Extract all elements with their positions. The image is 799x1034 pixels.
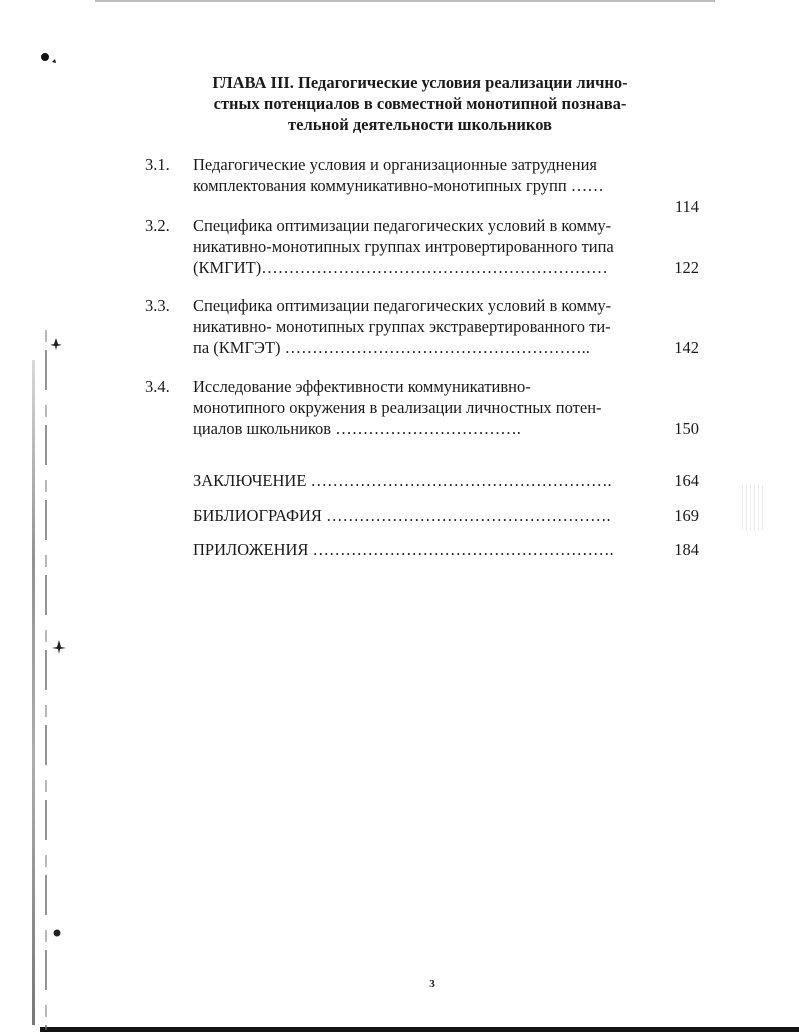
section-title-line: па (КМГЭТ) ……………………………………………….. bbox=[193, 338, 590, 357]
section-title-line: Исследование эффективности коммуникативно- bbox=[193, 377, 531, 396]
scan-right-noise bbox=[742, 485, 766, 530]
scan-left-edge bbox=[32, 360, 35, 1025]
chapter-title bbox=[178, 72, 662, 135]
speck-icon bbox=[50, 338, 58, 346]
speck-icon bbox=[52, 640, 60, 648]
back-matter-label: БИБЛИОГРАФИЯ ……………………………………………. bbox=[193, 506, 611, 525]
section-title-line: (КМГИТ)……………………………………………………… bbox=[193, 258, 608, 277]
section-title bbox=[193, 215, 653, 278]
section-title bbox=[193, 295, 653, 358]
section-title-line: никативно-монотипных группах интровертированного типа bbox=[193, 237, 614, 256]
section-number: 3.1. bbox=[145, 155, 170, 174]
section-page-number: 122 bbox=[674, 258, 699, 277]
back-matter-label: ПРИЛОЖЕНИЯ ………………………………………………. bbox=[193, 540, 614, 559]
section-title-line: монотипного окружения в реализации личностных потен- bbox=[193, 398, 602, 417]
section-title bbox=[193, 154, 653, 196]
back-matter-page-number: 169 bbox=[674, 506, 699, 525]
toc-entry-appendices bbox=[193, 539, 700, 560]
toc-entry-3-4 bbox=[145, 376, 700, 439]
section-title-line: Специфика оптимизации педагогических условий в комму- bbox=[193, 296, 612, 315]
scan-left-binding bbox=[45, 330, 47, 1030]
speck-icon bbox=[52, 928, 60, 936]
toc-entry-bibliography bbox=[193, 505, 700, 526]
section-title-line: никативно- монотипных группах экстравертированного ти- bbox=[193, 317, 611, 336]
chapter-title-line: стных потенциалов в совместной монотипной познава- bbox=[213, 94, 627, 113]
toc-entry-conclusion bbox=[193, 470, 700, 491]
section-title-line: циалов школьников ……………………………. bbox=[193, 419, 521, 438]
back-matter-page-number: 184 bbox=[674, 540, 699, 559]
section-title-line: Специфика оптимизации педагогических условий в комму- bbox=[193, 216, 612, 235]
scan-bottom-edge bbox=[40, 1027, 799, 1032]
section-page-number: 142 bbox=[674, 338, 699, 357]
section-page-number: 150 bbox=[674, 419, 699, 438]
back-matter-page-number: 164 bbox=[674, 471, 699, 490]
section-number: 3.2. bbox=[145, 216, 170, 235]
section-page-number: 114 bbox=[674, 197, 699, 216]
toc-entry-3-2 bbox=[145, 215, 700, 278]
speck-icon bbox=[40, 52, 48, 60]
chapter-title-line: тельной деятельности школьников bbox=[288, 115, 552, 134]
page-number: 3 bbox=[429, 978, 435, 990]
section-number: 3.3. bbox=[145, 296, 170, 315]
toc-entry-3-1 bbox=[145, 154, 700, 217]
section-title-line: комплектования коммуникативно-монотипных групп …… bbox=[193, 176, 604, 195]
chapter-title-line: ГЛАВА III. Педагогические условия реализации лично- bbox=[212, 73, 628, 92]
toc-entry-3-3 bbox=[145, 295, 700, 358]
section-title bbox=[193, 376, 653, 439]
scan-top-edge bbox=[95, 0, 715, 2]
section-title-line: Педагогические условия и организационные затруднения bbox=[193, 155, 598, 174]
section-number: 3.4. bbox=[145, 377, 170, 396]
back-matter-label: ЗАКЛЮЧЕНИЕ ………………………………………………. bbox=[193, 471, 612, 490]
